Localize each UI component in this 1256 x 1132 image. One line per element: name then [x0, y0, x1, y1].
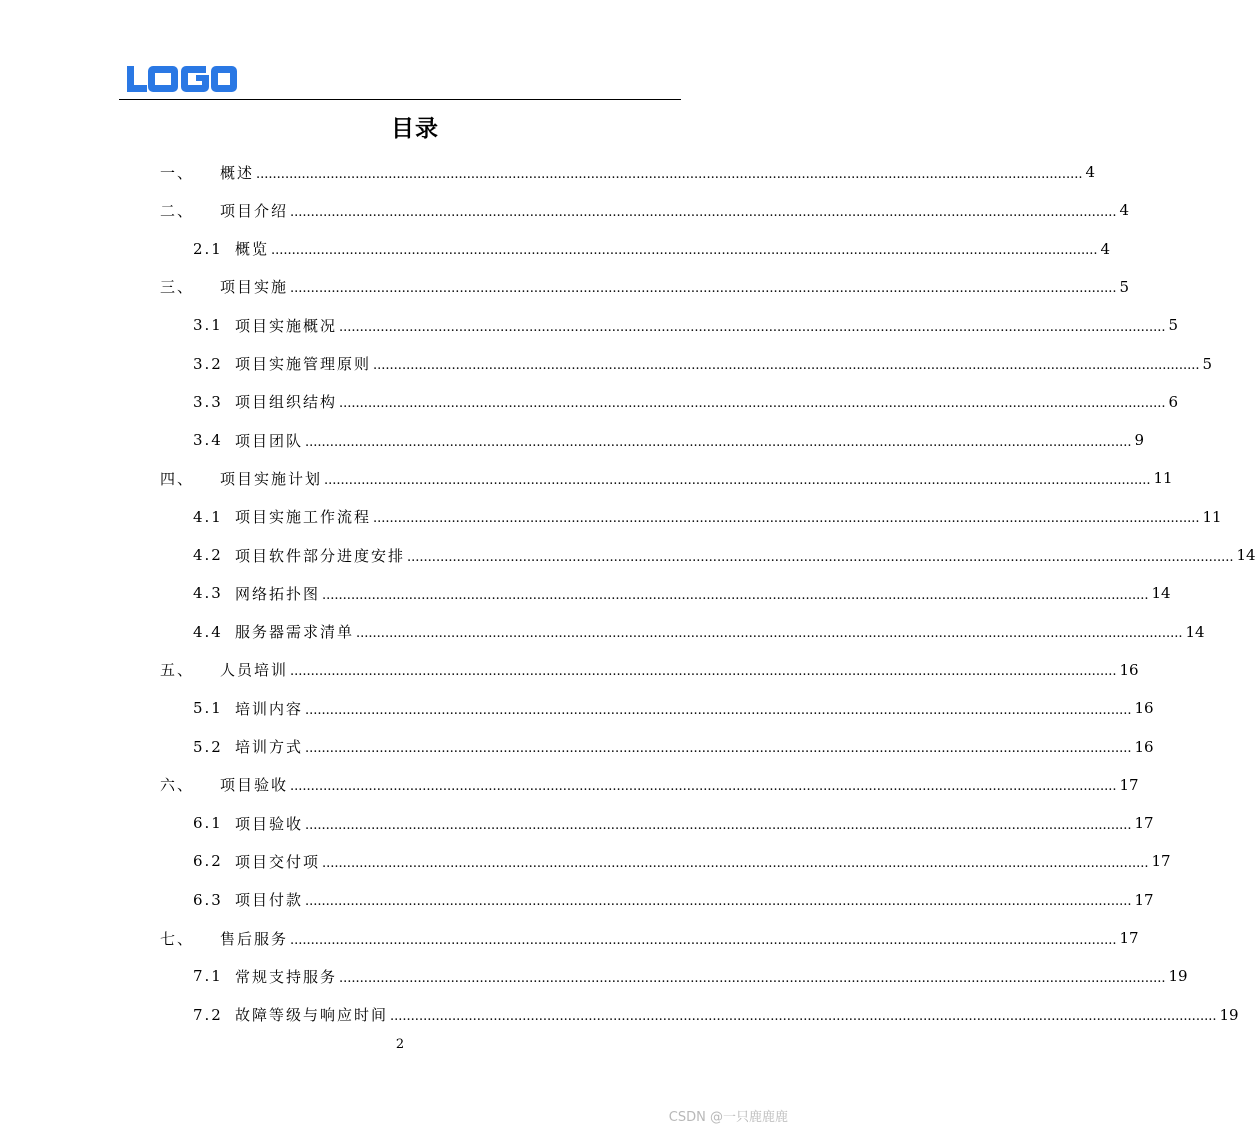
toc-entry-number: 4.1 [193, 507, 223, 526]
toc-dot-leader: ........................................................................................................................................................................................................ [290, 204, 1117, 220]
toc-entry-page: 14 [1236, 546, 1256, 564]
toc-dot-leader: ........................................................................................................................................................................................................ [256, 166, 1083, 182]
toc-entry-page: 17 [1151, 852, 1171, 871]
toc-entry[interactable] [160, 191, 1130, 229]
toc-entry-page: 4 [1085, 163, 1096, 181]
toc-entry[interactable] [160, 651, 1139, 689]
toc-entry-number: 5.2 [193, 737, 223, 756]
toc-entry[interactable] [160, 919, 1139, 957]
toc-entry-label: 项目软件部分进度安排 [235, 546, 406, 565]
toc-entry-label: 项目验收 [220, 776, 289, 795]
toc-entry[interactable] [193, 536, 1256, 574]
toc-entry-number: 5.1 [193, 699, 223, 718]
header-divider [119, 99, 681, 100]
toc-entry-label: 概述 [220, 163, 255, 182]
toc-entry-page: 6 [1168, 392, 1179, 411]
toc-entry-label: 项目实施工作流程 [235, 508, 372, 527]
toc-entry-label: 故障等级与响应时间 [235, 1006, 389, 1025]
toc-entry-number: 4.2 [193, 546, 223, 564]
toc-entry-number: 3.2 [193, 354, 223, 373]
toc-entry[interactable] [193, 613, 1205, 651]
toc-entry[interactable] [193, 881, 1154, 919]
toc-dot-leader: ........................................................................................................................................................................................................ [271, 243, 1098, 259]
toc-entry-label: 项目团队 [235, 431, 304, 450]
toc-entry-label: 概览 [235, 240, 270, 259]
toc-entry[interactable] [193, 842, 1171, 880]
toc-entry-label: 人员培训 [220, 661, 289, 680]
toc-entry-label: 培训方式 [235, 738, 304, 756]
toc-dot-leader: ........................................................................................................................................................................................................ [305, 817, 1132, 833]
toc-dot-leader: ........................................................................................................................................................................................................ [373, 358, 1200, 373]
toc-entry-number: 4.3 [193, 584, 223, 603]
toc-entry-label: 项目实施管理原则 [235, 355, 372, 373]
toc-entry-number: 4.4 [193, 622, 223, 641]
toc-entry[interactable] [193, 804, 1154, 842]
toc-entry-number: 6.2 [193, 852, 223, 871]
toc-dot-leader: ........................................................................................................................................................................................................ [305, 434, 1132, 450]
toc-entry-number: 3.4 [193, 431, 223, 450]
toc-entry-page: 14 [1151, 584, 1171, 603]
toc-entry-number: 3.1 [193, 316, 223, 335]
toc-entry-page: 16 [1134, 737, 1154, 756]
toc-entry-label: 培训内容 [235, 699, 304, 718]
page-title: 目录 [391, 116, 439, 142]
toc-entry[interactable] [193, 421, 1145, 459]
toc-entry-page: 9 [1134, 431, 1145, 450]
logo-graphic [127, 58, 237, 98]
toc-entry-label: 网络拓扑图 [235, 584, 321, 603]
toc-entry-page: 4 [1119, 201, 1130, 220]
toc-entry[interactable] [193, 957, 1188, 995]
toc-dot-leader: ........................................................................................................................................................................................................ [339, 319, 1166, 335]
watermark: CSDN @一只鹿鹿鹿 [668, 1110, 788, 1125]
toc-entry-page: 5 [1168, 316, 1179, 335]
toc-entry-page: 17 [1134, 890, 1154, 909]
toc-dot-leader: ........................................................................................................................................................................................................ [339, 970, 1166, 986]
toc-entry-number: 2.1 [193, 239, 223, 258]
toc-entry-label: 项目验收 [235, 814, 304, 833]
toc-entry-page: 19 [1168, 967, 1188, 986]
toc-entry-page: 17 [1134, 814, 1154, 833]
toc-entry[interactable] [193, 996, 1239, 1034]
toc-entry-page: 16 [1134, 699, 1154, 718]
toc-entry-page: 11 [1153, 469, 1173, 488]
toc-entry[interactable] [193, 306, 1179, 344]
toc-entry-number: 六、 [160, 776, 195, 795]
toc-entry-number: 3.3 [193, 392, 223, 411]
toc-dot-leader: ........................................................................................................................................................................................................ [290, 664, 1117, 680]
toc-entry[interactable] [193, 345, 1213, 383]
toc-entry-number: 6.3 [193, 890, 223, 909]
toc-entry[interactable] [160, 153, 1096, 191]
toc-dot-leader: ........................................................................................................................................................................................................ [324, 472, 1151, 488]
toc-entry-number: 一、 [160, 163, 195, 182]
toc-dot-leader: ........................................................................................................................................................................................................ [373, 511, 1200, 527]
toc-dot-leader: ........................................................................................................................................................................................................ [290, 281, 1117, 297]
toc-entry-number: 七、 [160, 929, 195, 948]
toc-entry-page: 16 [1119, 660, 1139, 679]
toc-entry[interactable] [193, 574, 1171, 612]
toc-entry-page: 11 [1202, 507, 1222, 526]
toc-dot-leader: ........................................................................................................................................................................................................ [290, 779, 1117, 795]
toc-entry-label: 项目组织结构 [235, 393, 338, 412]
toc-dot-leader: ........................................................................................................................................................................................................ [322, 855, 1149, 871]
toc-entry-page: 5 [1119, 277, 1130, 296]
toc-entry-label: 项目交付项 [235, 852, 321, 871]
toc-entry[interactable] [193, 498, 1222, 536]
toc-entry-label: 项目付款 [235, 891, 304, 910]
toc-entry-page: 17 [1119, 775, 1139, 794]
toc-entry-number: 四、 [160, 469, 195, 488]
toc-entry-number: 7.2 [193, 1005, 223, 1024]
toc-entry-label: 项目实施计划 [220, 469, 323, 488]
toc-entry-label: 项目介绍 [220, 201, 289, 220]
toc-entry-page: 4 [1100, 239, 1111, 258]
toc-dot-leader: ........................................................................................................................................................................................................ [305, 741, 1132, 756]
toc-entry-number: 6.1 [193, 814, 223, 833]
toc-entry[interactable] [160, 268, 1130, 306]
toc-entry[interactable] [160, 459, 1173, 497]
toc-entry-label: 项目实施 [220, 278, 289, 297]
toc-dot-leader: ........................................................................................................................................................................................................ [322, 587, 1149, 603]
toc-entry-page: 14 [1185, 622, 1205, 641]
toc-entry-page: 5 [1202, 354, 1213, 373]
toc-entry-page: 17 [1119, 929, 1139, 947]
toc-entry[interactable] [193, 230, 1111, 268]
toc-entry-label: 服务器需求清单 [235, 623, 355, 642]
toc-dot-leader: ........................................................................................................................................................................................................ [390, 1009, 1217, 1025]
toc-entry-page: 19 [1219, 1005, 1239, 1024]
toc-entry-label: 常规支持服务 [235, 967, 338, 986]
toc-dot-leader: ........................................................................................................................................................................................................ [305, 702, 1132, 718]
toc-entry[interactable] [193, 383, 1179, 421]
toc-entry-number: 7.1 [193, 967, 223, 986]
toc-entry[interactable] [193, 689, 1154, 727]
toc-dot-leader: ........................................................................................................................................................................................................ [356, 626, 1183, 642]
page-number: 2 [395, 1037, 405, 1052]
toc-entry-number: 三、 [160, 278, 195, 297]
toc-entry[interactable] [193, 728, 1154, 766]
toc-entry-number: 五、 [160, 661, 195, 680]
company-logo [127, 58, 237, 98]
toc-dot-leader: ........................................................................................................................................................................................................ [339, 396, 1166, 412]
toc-entry-number: 二、 [160, 201, 195, 220]
toc-entry[interactable] [160, 766, 1139, 804]
toc-dot-leader: ........................................................................................................................................................................................................ [407, 549, 1234, 565]
toc-entry-label: 项目实施概况 [235, 316, 338, 335]
toc-dot-leader: ........................................................................................................................................................................................................ [290, 932, 1117, 948]
toc-dot-leader: ........................................................................................................................................................................................................ [305, 894, 1132, 910]
toc-entry-label: 售后服务 [220, 929, 289, 948]
